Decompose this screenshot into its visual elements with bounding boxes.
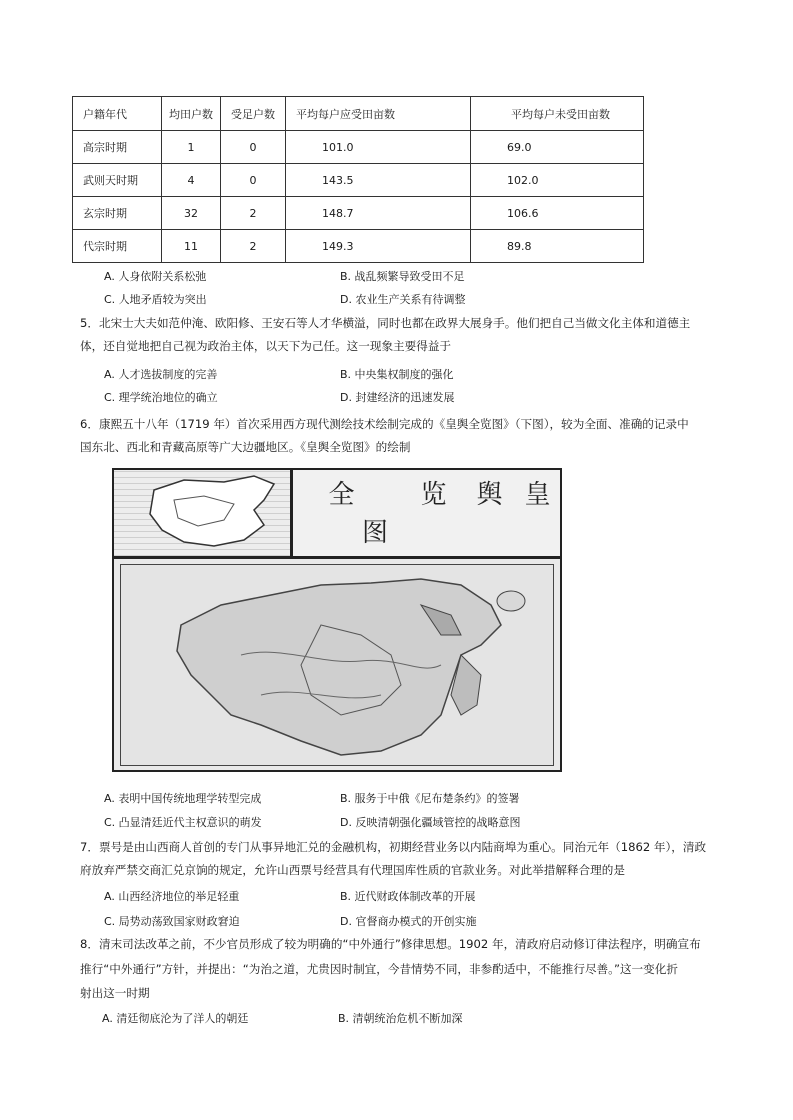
map-title-char-tu: 图: [362, 518, 399, 548]
table-cell: 149.3: [286, 230, 471, 263]
table-cell: 2: [221, 230, 286, 263]
q8-option-a[interactable]: A. 清廷彻底沦为了洋人的朝廷: [102, 1012, 249, 1025]
q4-option-b[interactable]: B. 战乱频繁导致受田不足: [340, 270, 465, 283]
q5-option-c[interactable]: C. 理学统治地位的确立: [104, 391, 218, 404]
q6-option-a[interactable]: A. 表明中国传统地理学转型完成: [104, 792, 262, 805]
table-cell: 148.7: [286, 197, 471, 230]
q7-option-b[interactable]: B. 近代财政体制改革的开展: [340, 890, 476, 903]
table-row: [73, 230, 644, 263]
table-row: [73, 197, 644, 230]
table-header-row: [73, 97, 644, 131]
map-body: [120, 564, 554, 766]
table-cell: 玄宗时期: [73, 197, 162, 230]
table-cell: 代宗时期: [73, 230, 162, 263]
q5-stem-line2: 体，还自觉地把自己视为政治主体，以天下为己任。这一现象主要得益于: [80, 339, 452, 353]
table-cell: 32: [162, 197, 221, 230]
table-cell: 0: [221, 131, 286, 164]
inset-map: [114, 470, 293, 556]
q6-stem-line1: 6．康熙五十八年（1719 年）首次采用西方现代测绘技术绘制完成的《皇舆全览图》（下图），较为全面、准确的记录中: [80, 417, 689, 431]
table-cell: 11: [162, 230, 221, 263]
inset-map-shape: [114, 470, 290, 556]
q6-stem-line2: 国东北、西北和青藏高原等广大边疆地区。《皇舆全览图》的绘制: [80, 440, 411, 454]
q7-stem-line1: 7．票号是由山西商人首创的专门从事异地汇兑的金融机构，初期经营业务以内陆商埠为重心。同治元年（1862 年），清政: [80, 840, 707, 854]
table-row: [73, 164, 644, 197]
map-title-char-huang: 皇: [520, 480, 550, 516]
q5-stem-line1: 5．北宋士大夫如范仲淹、欧阳修、王安石等人才华横溢，同时也都在政界大展身手。他们把自己当做文化主体和道德主: [80, 316, 691, 330]
q6-option-c[interactable]: C. 凸显清廷近代主权意识的萌发: [104, 816, 262, 829]
table-cell: 2: [221, 197, 286, 230]
table-cell: 106.6: [471, 197, 644, 230]
q6-option-d[interactable]: D. 反映清朝强化疆域管控的战略意图: [340, 816, 521, 829]
map-title-char-lan: 览: [416, 480, 446, 516]
q4-option-c[interactable]: C. 人地矛盾较为突出: [104, 293, 207, 306]
q7-stem-line2: 府放弃严禁交商汇兑京饷的规定，允许山西票号经营具有代理国库性质的官款业务。对此举措解释合理的是: [80, 863, 625, 877]
land-table: [72, 96, 644, 263]
q8-stem-line1: 8．清末司法改革之前，不少官员形成了较为明确的“中外通行”修律思想。1902 年，清政府启动修订律法程序，明确宣布: [80, 937, 701, 951]
q5-option-b[interactable]: B. 中央集权制度的强化: [340, 368, 454, 381]
q8-option-b[interactable]: B. 清朝统治危机不断加深: [338, 1012, 463, 1025]
q4-option-a[interactable]: A. 人身依附关系松弛: [104, 270, 207, 283]
q6-option-b[interactable]: B. 服务于中俄《尼布楚条约》的签署: [340, 792, 520, 805]
q7-option-a[interactable]: A. 山西经济地位的举足轻重: [104, 890, 240, 903]
table-header: 平均每户未受田亩数: [471, 97, 644, 131]
table-header: 户籍年代: [73, 97, 162, 131]
table-cell: 89.8: [471, 230, 644, 263]
q7-option-d[interactable]: D. 官督商办模式的开创实施: [340, 915, 477, 928]
table-header: 受足户数: [221, 97, 286, 131]
q8-stem-line3: 射出这一时期: [80, 986, 150, 1000]
q7-option-c[interactable]: C. 局势动荡致国家财政窘迫: [104, 915, 240, 928]
map-image: [112, 468, 562, 772]
table-row: [73, 131, 644, 164]
map-title-char-quan: 全: [324, 480, 354, 516]
table-cell: 143.5: [286, 164, 471, 197]
map-title-char-yu: 舆: [472, 480, 502, 516]
table-cell: 武则天时期: [73, 164, 162, 197]
table-cell: 1: [162, 131, 221, 164]
table-cell: 0: [221, 164, 286, 197]
table-header: 均田户数: [162, 97, 221, 131]
table-header: 平均每户应受田亩数: [286, 97, 471, 131]
q5-option-d[interactable]: D. 封建经济的迅速发展: [340, 391, 455, 404]
q8-stem-line2: 推行“中外通行”方针，并提出：“为治之道，尤贵因时制宜，今昔情势不同，非参酌适中，不能推行尽善。”这一变化折: [80, 962, 678, 976]
q5-option-a[interactable]: A. 人才选拔制度的完善: [104, 368, 218, 381]
table-cell: 4: [162, 164, 221, 197]
map-header: [114, 470, 560, 559]
q4-option-d[interactable]: D. 农业生产关系有待调整: [340, 293, 466, 306]
table-cell: 69.0: [471, 131, 644, 164]
table-cell: 101.0: [286, 131, 471, 164]
table-cell: 高宗时期: [73, 131, 162, 164]
map-drawing: [121, 565, 553, 765]
table-cell: 102.0: [471, 164, 644, 197]
